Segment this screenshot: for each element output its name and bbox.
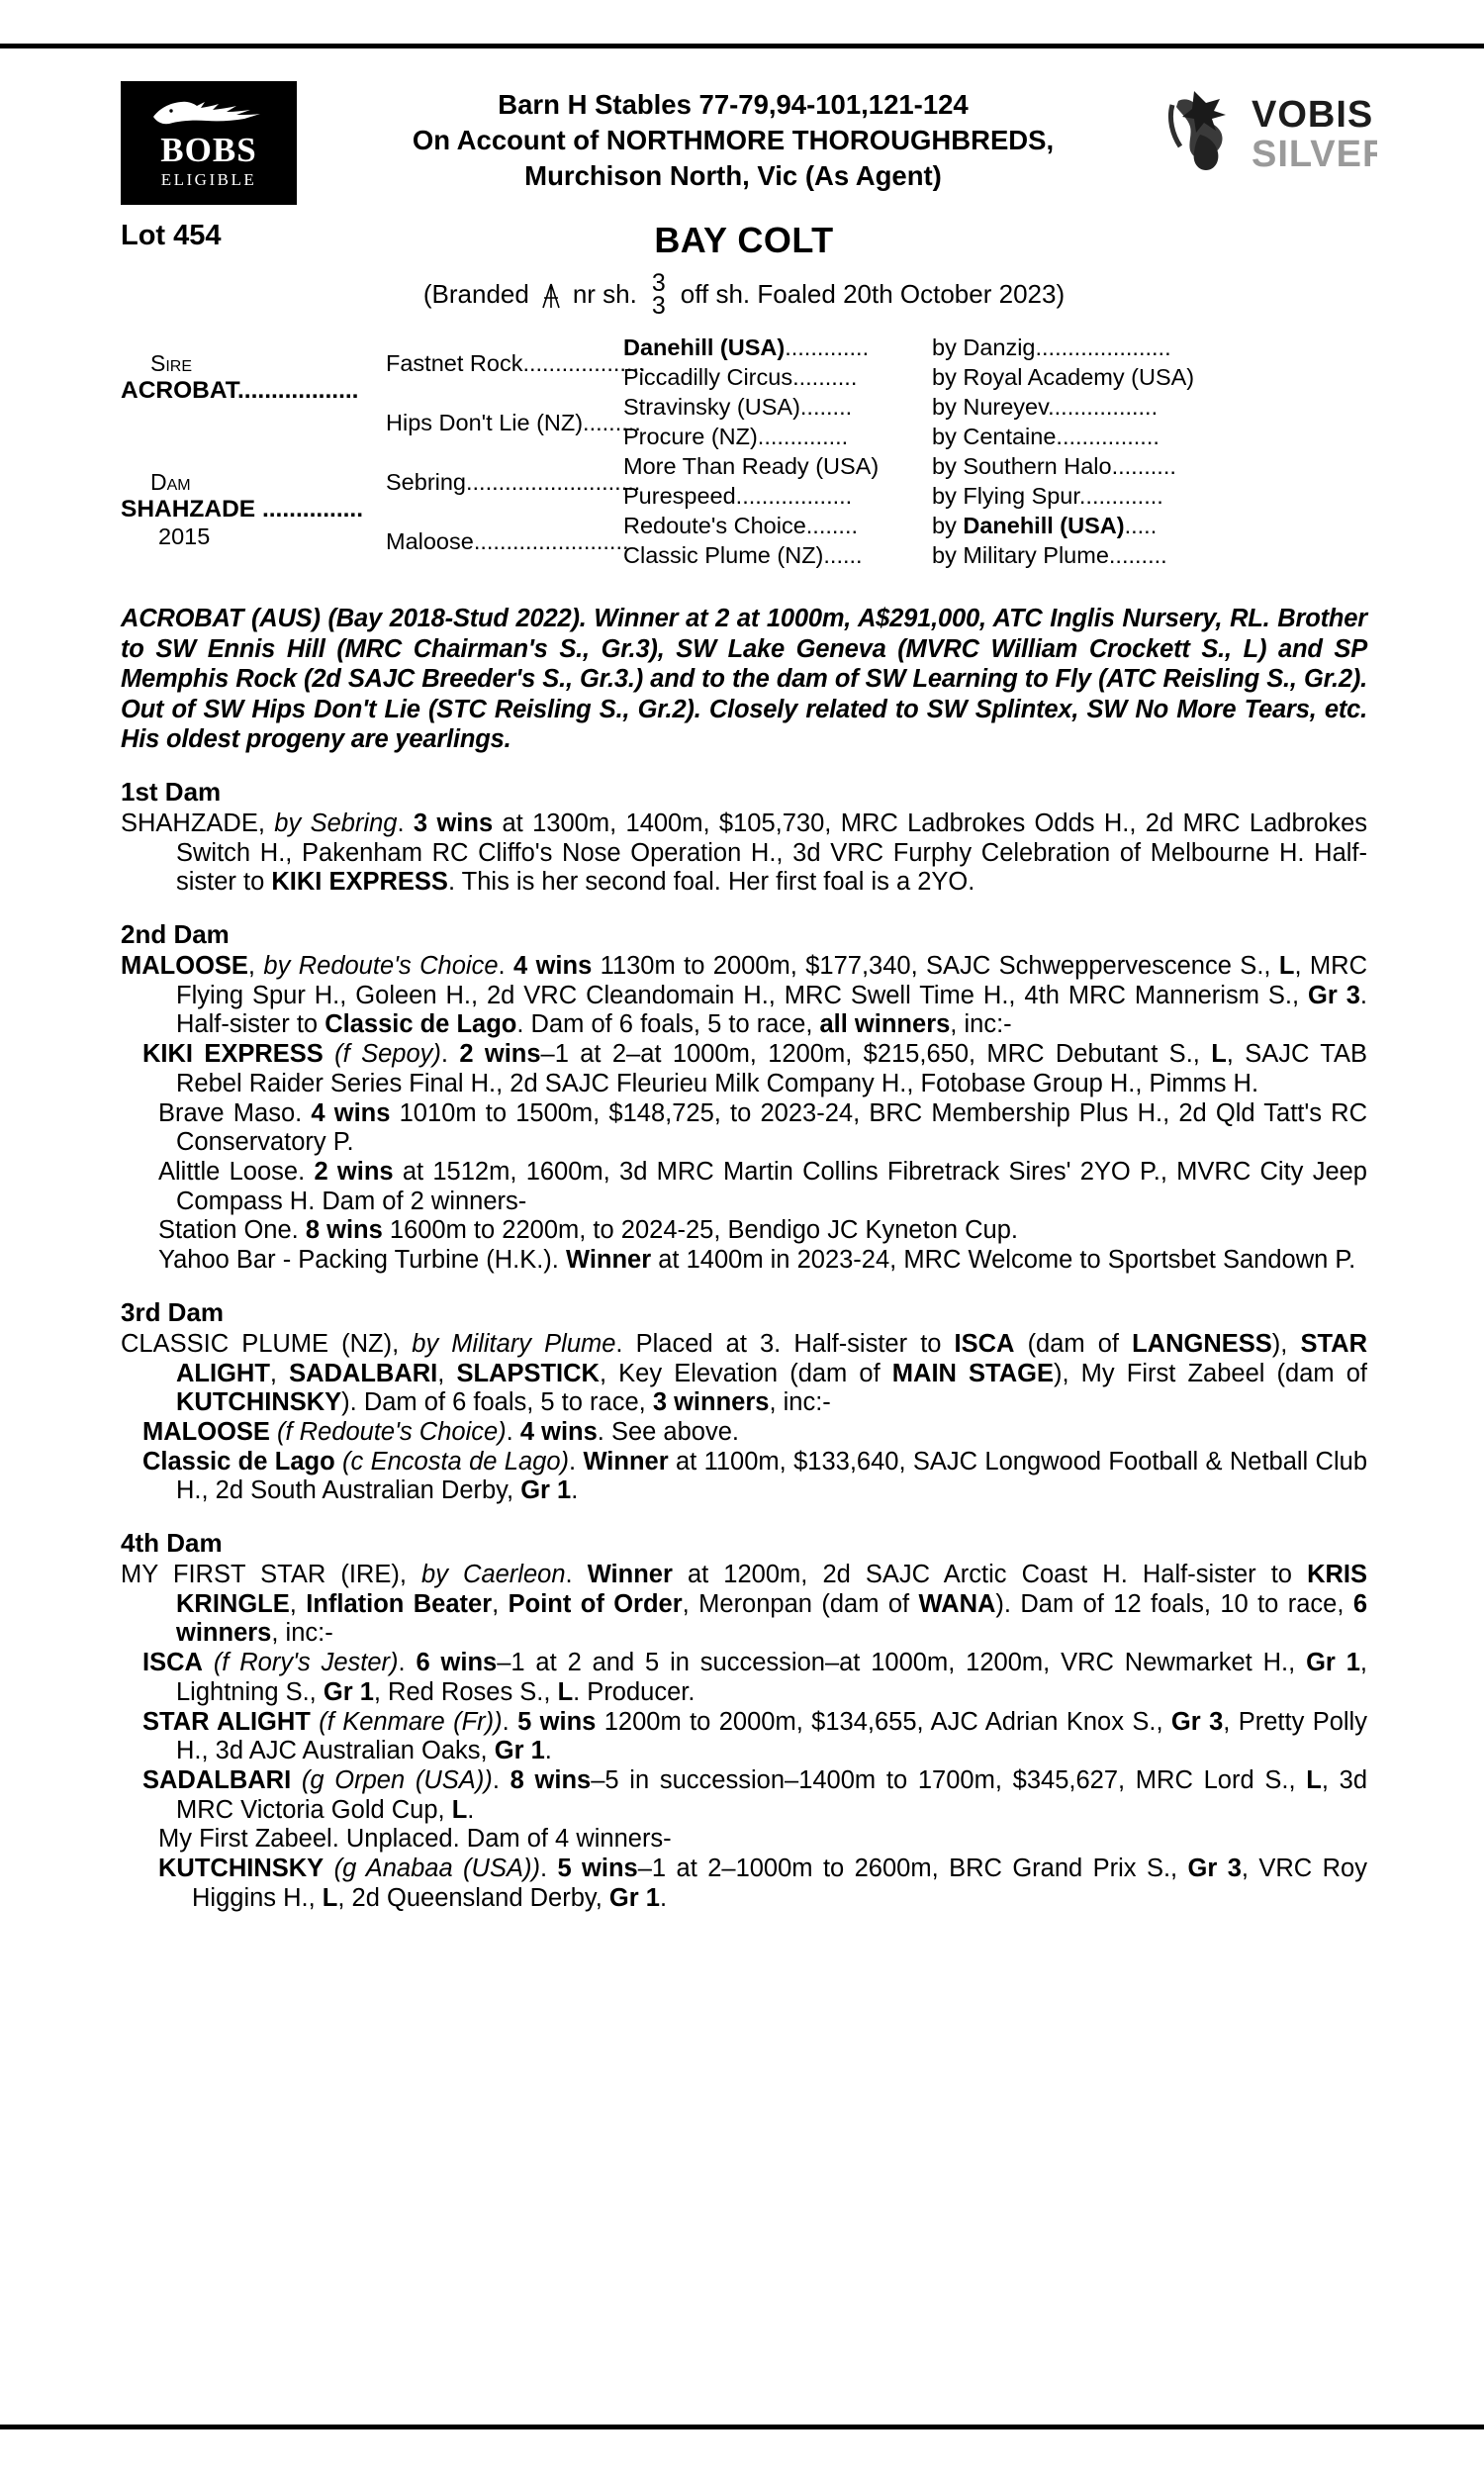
vobis-silver-logo (1164, 85, 1377, 172)
pedigree-g3-row (623, 364, 1370, 391)
pedigree-g3-row (623, 542, 1370, 569)
brand-suffix-text: off sh. Foaled 20th October 2023) (680, 278, 1066, 309)
brand-fraction (646, 269, 672, 321)
pedigree-g3-name: Stravinsky (USA)........ (623, 394, 853, 420)
bobs-eligible-logo (121, 81, 297, 205)
brand-fraction-bottom: 3 (651, 292, 666, 321)
pedigree-g3-by: by Military Plume......... (932, 542, 1167, 568)
pedigree-g3-by: by Royal Academy (USA) (932, 364, 1195, 390)
pedigree-entry: Classic de Lago (c Encosta de Lago). Winner at 1100m, $133,640, SAJC Longwood Football & Netball Club H., 2d South Australian Derby, Gr 1. (142, 1447, 1368, 1505)
pedigree-entry: KIKI EXPRESS (f Sepoy). 2 wins–1 at 2–at 1000m, 1200m, $215,650, MRC Debutant S., L, SAJC TAB Rebel Raider Series Final H., 2d SAJC Fleurieu Milk Company H., Fotobase Group H., Pimms H. (142, 1040, 1367, 1097)
sire-name: ACROBAT.................. (121, 377, 359, 404)
pedigree-entry: CLASSIC PLUME (NZ), by Military Plume. Placed at 3. Half-sister to ISCA (dam of LANGNESS), STAR ALIGHT, SADALBARI, SLAPSTICK, Key Elevation (dam of MAIN STAGE), My First Zabeel (dam of KUTCHINSKY). Dam of 6 foals, 5 to race, 3 winners, inc:- (121, 1329, 1367, 1417)
svg-text:SILVER: SILVER (1252, 134, 1377, 172)
bobs-wordmark: BOBS (160, 131, 257, 169)
header-line-location: Murchison North, Vic (As Agent) (524, 159, 942, 191)
lot-number: Lot 454 (121, 220, 222, 251)
pedigree-entry: SHAHZADE, by Sebring. 3 wins at 1300m, 1400m, $105,730, MRC Ladbrokes Odds H., 2d MRC Ladbrokes Switch H., Pakenham RC Cliffo's Nose Operation H., 3d VRC Furphy Celebration of Melbourne H. Half-sister to KIKI EXPRESS. This is her second foal. Her first foal is a 2YO. (121, 809, 1367, 897)
svg-text:VOBIS: VOBIS (1252, 94, 1374, 136)
dam-label: Dam (150, 469, 191, 495)
pedigree-entry: MALOOSE, by Redoute's Choice. 4 wins 1130m to 2000m, $177,340, SAJC Schweppervescence S., L, MRC Flying Spur H., Goleen H., 2d VRC Cleandomain H., MRC Swell Time H., 4th MRC Mannerism S., Gr 3. Half-sister to Classic de Lago. Dam of 6 foals, 5 to race, all winners, inc:- (121, 952, 1368, 1039)
dam-section-heading: 4th Dam (121, 1528, 223, 1559)
header-line-barn: Barn H Stables 77-79,94-101,121-124 (498, 89, 969, 120)
pedigree-entry: KUTCHINSKY (g Anabaa (USA)). 5 wins–1 at 2–1000m to 2600m, BRC Grand Prix S., Gr 3, VRC Roy Higgins H., L, 2d Queensland Derby, Gr 1. (158, 1855, 1367, 1912)
dam-name: SHAHZADE ............... (121, 496, 364, 523)
sire-label: Sire (150, 350, 193, 376)
pedigree-entry: MY FIRST STAR (IRE), by Caerleon. Winner at 1200m, 2d SAJC Arctic Coast H. Half-sister to KRIS KRINGLE, Inflation Beater, Point of Order, Meronpan (dam of WANA). Dam of 12 foals, 10 to race, 6 winners, inc:- (121, 1561, 1368, 1648)
header-line-account: On Account of NORTHMORE THOROUGHBREDS, (412, 124, 1055, 155)
pedigree-table (121, 329, 1367, 594)
pedigree-g3-name: Redoute's Choice........ (623, 513, 858, 538)
pedigree-g3-by: by Nureyev................. (932, 394, 1159, 420)
brand-fraction-top: 3 (651, 269, 666, 297)
pedigree-entry: My First Zabeel. Unplaced. Dam of 4 winners- (158, 1825, 672, 1854)
page-header (121, 59, 1377, 220)
dam-year: 2015 (158, 523, 211, 549)
pedigree-g3-by: by Southern Halo.......... (932, 453, 1176, 479)
pedigree-g3-name: Piccadilly Circus.......... (623, 364, 858, 390)
dam-section-heading: 2nd Dam (121, 919, 230, 950)
pedigree-g2-name: Maloose........................ (386, 528, 629, 554)
pedigree-g3-row (623, 334, 1370, 361)
dam-sections (121, 777, 1367, 1914)
brand-near-shoulder-text: nr sh. (572, 278, 637, 309)
pedigree-g2-name: Fastnet Rock................... (386, 350, 646, 376)
top-rule (0, 44, 1484, 48)
pedigree-g2-name: Hips Don't Lie (NZ)......... (386, 410, 641, 435)
page-content (121, 59, 1377, 1913)
pedigree-g2-name: Sebring........................... (386, 469, 641, 495)
dam-section-heading: 3rd Dam (121, 1296, 225, 1327)
pedigree-g3-row (623, 513, 1370, 539)
horse-head-icon (149, 91, 268, 131)
pedigree-entry: Station One. 8 wins 1600m to 2200m, to 2024-25, Bendigo JC Kyneton Cup. (158, 1216, 1018, 1245)
brand-symbol-icon (538, 282, 564, 310)
lot-title-row (121, 220, 1367, 267)
pedigree-g3-row (623, 483, 1370, 510)
pedigree-g3-name: Classic Plume (NZ)...... (623, 542, 863, 568)
sire-summary-paragraph: ACROBAT (AUS) (Bay 2018-Stud 2022). Winner at 2 at 1000m, A$291,000, ATC Inglis Nursery, RL. Brother to SW Ennis Hill (MRC Chairman's S., Gr.3), SW Lake Geneva (MVRC William Crockett S., L) and SP Memphis Rock (2d SAJC Breeder's S., Gr.3.) and to the dam of SW Learning to Fly (ATC Reisling S., Gr.2). Out of SW Hips Don't Lie (STC Reisling S., Gr.2). Closely related to SW Splintex, SW No More Tears, etc. His oldest progeny are yearlings. (121, 605, 1367, 754)
consignor-heading (297, 87, 1169, 193)
sire-block (121, 350, 359, 405)
pedigree-entry: ISCA (f Rory's Jester). 6 wins–1 at 2 and 5 in succession–at 1000m, 1200m, VRC Newmarket H., Gr 1, Lightning S., Gr 1, Red Roses S., L. Producer. (142, 1649, 1367, 1706)
pedigree-g3-row (623, 453, 1370, 480)
pedigree-entry: Brave Maso. 4 wins 1010m to 1500m, $148,725, to 2023-24, BRC Membership Plus H., 2d Qld Tatt's RC Conservatory P. (158, 1098, 1367, 1157)
pedigree-g3-name: More Than Ready (USA) (623, 453, 880, 479)
vobis-horse-rider-icon (1170, 91, 1226, 170)
pedigree-entry: STAR ALIGHT (f Kenmare (Fr)). 5 wins 1200m to 2000m, $134,655, AJC Adrian Knox S., Gr 3, Pretty Polly H., 3d AJC Australian Oaks, Gr 1. (142, 1707, 1367, 1765)
dam-section-heading: 1st Dam (121, 776, 222, 807)
pedigree-g3-name: Procure (NZ).............. (623, 424, 849, 449)
pedigree-g3-by: by Danzig..................... (932, 334, 1171, 360)
pedigree-g3-row (623, 424, 1370, 450)
pedigree-g3-name: Purespeed.................. (623, 483, 853, 509)
pedigree-entry: MALOOSE (f Redoute's Choice). 4 wins. See above. (142, 1417, 739, 1446)
pedigree-g3-by: by Centaine................ (932, 424, 1159, 449)
pedigree-entry: Alittle Loose. 2 wins at 1512m, 1600m, 3d MRC Martin Collins Fibretrack Sires' 2YO P., MVRC City Jeep Compass H. Dam of 2 winners- (158, 1158, 1367, 1215)
page-title: BAY COLT (654, 220, 834, 260)
bottom-rule (0, 2425, 1484, 2429)
pedigree-entry: SADALBARI (g Orpen (USA)). 8 wins–5 in succession–1400m to 1700m, $345,627, MRC Lord S., L, 3d MRC Victoria Gold Cup, L. (142, 1765, 1368, 1824)
brand-prefix-text: (Branded (422, 278, 529, 309)
pedigree-g3-by: by Danehill (USA)..... (932, 513, 1158, 538)
pedigree-entry: Yahoo Bar - Packing Turbine (H.K.). Winner at 1400m in 2023-24, MRC Welcome to Sportsbet Sandown P. (158, 1246, 1356, 1275)
dam-block (121, 469, 363, 550)
pedigree-g3-row (623, 394, 1370, 421)
branding-line (121, 269, 1367, 321)
bobs-eligible-subtext: ELIGIBLE (160, 170, 257, 189)
pedigree-g3-by: by Flying Spur............. (932, 483, 1163, 509)
pedigree-g3-name: Danehill (USA)............. (623, 334, 870, 360)
